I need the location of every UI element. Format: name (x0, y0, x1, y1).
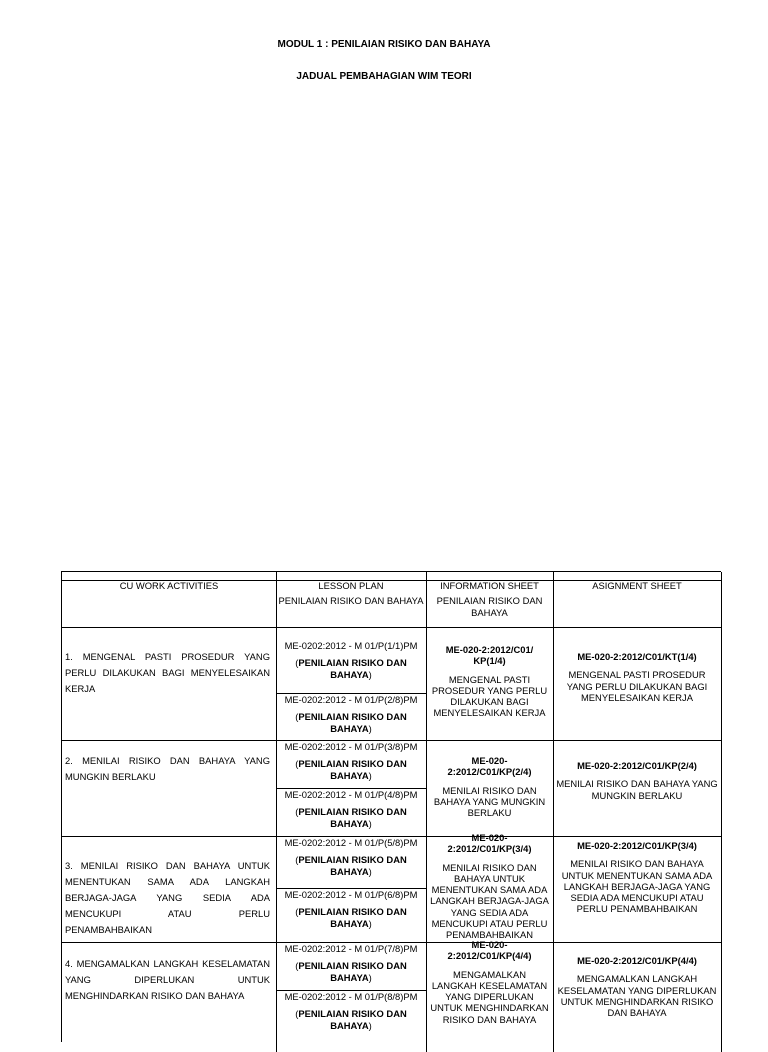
information-sheet-text: MENGENAL PASTI PROSEDUR YANG PERLU DILAKUKAN BAGI MENYELESAIKAN KERJA (431, 673, 548, 719)
information-sheet-entry (430, 832, 549, 941)
cu-work-activity-text: 4. MENGAMALKAN LANGKAH KESELAMATAN YANG DIPERLUKAN UNTUK MENGHINDARKAN RISIKO DAN BAHAYA (65, 958, 270, 1001)
lesson-plan-entry (278, 640, 424, 680)
theory-distribution-table (61, 571, 721, 1042)
header-lesson-plan-label: LESSON PLAN (318, 580, 384, 591)
cu-work-activity (65, 753, 270, 785)
lesson-plan-title-text: PENILAIAN RISIKO DAN BAHAYA (298, 906, 407, 929)
paren-close: ) (368, 668, 372, 680)
document-subtitle: JADUAL PEMBAHAGIAN WIM TEORI (296, 71, 472, 82)
lesson-plan-title (278, 657, 424, 680)
header-cu (64, 580, 274, 591)
table-column-divider (276, 572, 277, 1052)
paren-close: ) (368, 865, 372, 877)
lesson-plan-title-text: PENILAIAN RISIKO DAN BAHAYA (298, 758, 407, 781)
lesson-plan-code: ME-0202:2012 - M 01/P(1/1)PM (284, 640, 418, 651)
information-sheet-entry (430, 755, 549, 818)
paren-close: ) (368, 917, 372, 929)
paren-open: ( (295, 806, 299, 818)
assignment-sheet-code: ME-020-2:2012/C01/KP(3/4) (577, 840, 697, 851)
information-sheet-code: ME-020-2:2012/C01/KP(4/4) (447, 939, 532, 962)
cu-work-activity-text: 1. MENGENAL PASTI PROSEDUR YANG PERLU DILAKUKAN BAGI MENYELESAIKAN KERJA (65, 651, 270, 694)
lesson-plan-title-text: PENILAIAN RISIKO DAN BAHAYA (298, 657, 407, 680)
assignment-sheet-text: MENILAI RISIKO DAN BAHAYA YANG MUNGKIN BERLAKU (556, 778, 718, 801)
lesson-plan-code: ME-0202:2012 - M 01/P(4/8)PM (284, 789, 418, 800)
table-column-divider (426, 572, 427, 1052)
table-column-divider (553, 572, 554, 1052)
lesson-plan-title (278, 806, 424, 829)
information-sheet-entry (430, 644, 549, 719)
lesson-plan-title (278, 906, 424, 929)
lesson-plan-title-text: PENILAIAN RISIKO DAN BAHAYA (298, 854, 407, 877)
lesson-plan-title (278, 758, 424, 781)
lesson-plan-code: ME-0202:2012 - M 01/P(8/8)PM (284, 991, 418, 1002)
assignment-sheet-entry (556, 760, 718, 801)
assignment-sheet-text: MENILAI RISIKO DAN BAHAYA UNTUK MENENTUKAN SAMA ADA LANGKAH BERJAGA-JAGA YANG SEDIA ADA MENCUKUPI ATAU PERLU PENAMBAHBAIKAN (561, 858, 713, 915)
paren-close: ) (368, 769, 372, 781)
information-sheet-text: MENILAI RISIKO DAN BAHAYA YANG MUNGKIN BERLAKU (433, 784, 546, 819)
lesson-plan-title (278, 960, 424, 983)
assignment-sheet-entry (556, 840, 718, 915)
header-information-sheet (428, 580, 551, 618)
paren-open: ( (295, 711, 299, 723)
lesson-plan-entry (278, 889, 424, 929)
paren-close: ) (368, 971, 372, 983)
document-title: MODUL 1 : PENILAIAN RISIKO DAN BAHAYA (277, 39, 491, 50)
information-sheet-code: ME-020-2:2012/C01/ KP(1/4) (445, 644, 534, 667)
header-lesson-plan (278, 580, 424, 607)
lesson-plan-code: ME-0202:2012 - M 01/P(6/8)PM (284, 889, 418, 900)
assignment-sheet-code: ME-020-2:2012/C01/KP(4/4) (577, 955, 697, 966)
lesson-plan-title-text: PENILAIAN RISIKO DAN BAHAYA (298, 711, 407, 734)
lesson-plan-entry (278, 837, 424, 877)
lesson-plan-title (278, 854, 424, 877)
header-assignment-sheet (555, 580, 719, 591)
lesson-plan-title-text: PENILAIAN RISIKO DAN BAHAYA (298, 960, 407, 983)
assignment-sheet-entry (556, 955, 718, 1018)
lesson-plan-code: ME-0202:2012 - M 01/P(3/8)PM (284, 741, 418, 752)
lesson-plan-title-text: PENILAIAN RISIKO DAN BAHAYA (298, 806, 407, 829)
paren-close: ) (368, 1019, 372, 1031)
cu-work-activity-text: 2. MENILAI RISIKO DAN BAHAYA YANG MUNGKIN BERLAKU (65, 755, 270, 782)
lesson-plan-code: ME-0202:2012 - M 01/P(7/8)PM (284, 943, 418, 954)
table-row-divider (62, 627, 721, 628)
cu-work-activity (65, 858, 270, 938)
information-sheet-code: ME-020-2:2012/C01/KP(2/4) (447, 755, 532, 778)
paren-close: ) (368, 722, 372, 734)
lesson-plan-code: ME-0202:2012 - M 01/P(5/8)PM (284, 837, 418, 848)
lesson-plan-entry (278, 991, 424, 1031)
header-assignment-sheet-label: ASIGNMENT SHEET (592, 580, 682, 591)
paren-close: ) (368, 817, 372, 829)
lesson-plan-entry (278, 943, 424, 983)
lesson-plan-entry (278, 694, 424, 734)
lesson-plan-entry (278, 741, 424, 781)
information-sheet-code: ME-020-2:2012/C01/KP(3/4) (447, 832, 532, 855)
paren-open: ( (295, 657, 299, 669)
assignment-sheet-entry (556, 651, 718, 703)
paren-open: ( (295, 854, 299, 866)
table-column-divider (721, 572, 722, 1052)
header-lesson-plan-subtitle: PENILAIAN RISIKO DAN BAHAYA (278, 595, 424, 607)
information-sheet-entry (430, 939, 549, 1025)
lesson-plan-title (278, 711, 424, 734)
assignment-sheet-code: ME-020-2:2012/C01/KP(2/4) (577, 760, 697, 771)
lesson-plan-code: ME-0202:2012 - M 01/P(2/8)PM (284, 694, 418, 705)
paren-open: ( (295, 960, 299, 972)
lesson-plan-title (278, 1008, 424, 1031)
cu-work-activity (65, 649, 270, 697)
paren-open: ( (295, 1008, 299, 1020)
assignment-sheet-text: MENGAMALKAN LANGKAH KESELAMATAN YANG DIPERLUKAN UNTUK MENGHINDARKAN RISIKO DAN BAHAYA (557, 973, 717, 1019)
lesson-plan-title-text: PENILAIAN RISIKO DAN BAHAYA (298, 1008, 407, 1031)
cu-work-activity-text: 3. MENILAI RISIKO DAN BAHAYA UNTUK MENENTUKAN SAMA ADA LANGKAH BERJAGA-JAGA YANG SEDIA ADA MENCUKUPI ATAU PERLU PENAMBAHBAIKAN (65, 860, 270, 935)
header-information-sheet-label: INFORMATION SHEET (440, 580, 539, 591)
header-information-sheet-subtitle: PENILAIAN RISIKO DAN BAHAYA (436, 595, 543, 618)
lesson-plan-entry (278, 789, 424, 829)
assignment-sheet-text: MENGENAL PASTI PROSEDUR YANG PERLU DILAKUKAN BAGI MENYELESAIKAN KERJA (566, 669, 708, 703)
cu-work-activity (65, 956, 270, 1004)
paren-open: ( (295, 906, 299, 918)
assignment-sheet-code: ME-020-2:2012/C01/KT(1/4) (577, 651, 697, 662)
header-cu-label: CU WORK ACTIVITIES (119, 580, 219, 591)
paren-open: ( (295, 758, 299, 770)
information-sheet-text: MENILAI RISIKO DAN BAHAYA UNTUK MENENTUKAN SAMA ADA LANGKAH BERJAGA-JAGA YANG SEDIA ADA MENCUKUPI ATAU PERLU PENAMBAHBAIKAN (430, 861, 549, 941)
information-sheet-text: MENGAMALKAN LANGKAH KESELAMATAN YANG DIPERLUKAN UNTUK MENGHINDARKAN RISIKO DAN BAHAYA (430, 968, 549, 1025)
